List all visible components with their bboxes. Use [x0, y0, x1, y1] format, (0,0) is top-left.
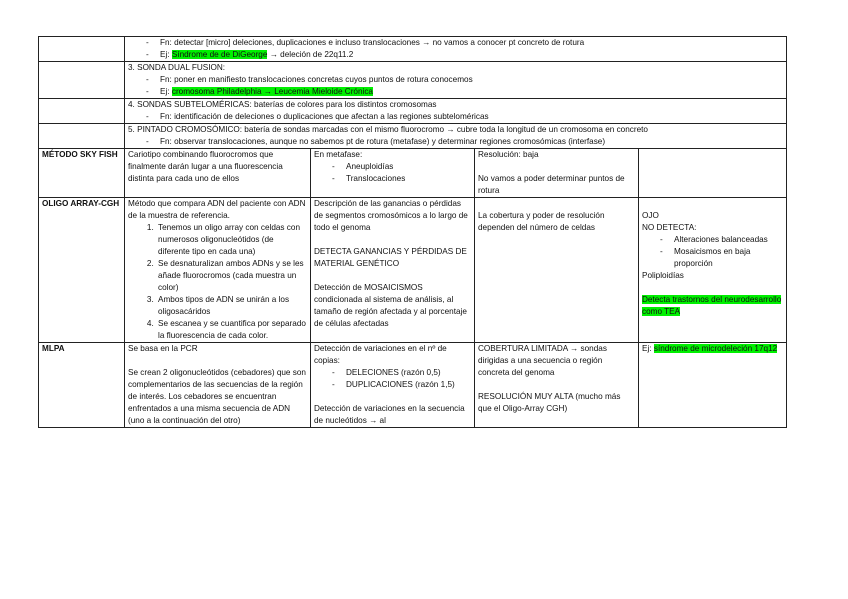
table-row-mlpa — [39, 343, 787, 428]
cell-text: RESOLUCIÓN MUY ALTA (mucho más que el Oligo-Array CGH) — [478, 392, 621, 413]
detection-cell — [311, 343, 475, 428]
list-item: - Fn: observar translocaciones, aunque no sabemos pt de rotura (metafase) y determinar regiones cromosómicas (interfase) — [146, 136, 783, 148]
list-item: 3. Ambos tipos de ADN se unirán a los oligosacáridos — [156, 294, 307, 318]
cell-text: La cobertura y poder de resolución dependen del número de celdas — [478, 211, 605, 232]
cell-text: Resolución: baja — [478, 150, 539, 159]
list-item: 4. Se escanea y se cuantifica por separado la fluorescencia de cada color. — [156, 318, 307, 342]
notes-cell — [639, 343, 787, 428]
cell-text: DETECTA GANANCIAS Y PÉRDIDAS DE MATERIAL GENÉTICO — [314, 247, 467, 268]
list-item: - DELECIONES (razón 0,5) — [332, 367, 471, 379]
cell-text: Detección de variaciones en el nº de copias: — [314, 344, 447, 365]
list-item: - Alteraciones balanceadas — [660, 234, 783, 246]
wide-cell — [125, 99, 787, 124]
cell-text: Poliploidías — [642, 271, 684, 280]
resolution-cell — [475, 198, 639, 343]
list-item: - Fn: detectar [micro] deleciones, duplicaciones e incluso translocaciones → no vamos a conocer pt concreto de rotura — [146, 37, 783, 49]
dash-list — [128, 74, 783, 98]
empty-cell — [39, 37, 125, 62]
list-item: - DUPLICACIONES (razón 1,5) — [332, 379, 471, 391]
dash-list — [128, 136, 783, 148]
table-row — [39, 124, 787, 149]
wide-cell — [125, 124, 787, 149]
detection-cell — [311, 149, 475, 198]
cell-text: Detección de variaciones en la secuencia de nucleótidos → al — [314, 404, 465, 425]
table-row — [39, 62, 787, 99]
cell-text: Ej: — [642, 344, 654, 353]
row-heading: MÉTODO SKY FISH — [39, 149, 125, 198]
cell-text: No vamos a poder determinar puntos de rotura — [478, 174, 625, 195]
cell-text: COBERTURA LIMITADA → sondas dirigidas a una secuencia o región concreta del genoma — [478, 344, 607, 377]
list-item: - Mosaicismos en baja proporción — [660, 246, 783, 270]
highlighted-text: cromosoma Philadelphia → Leucemia Mieloide Crónica — [171, 87, 373, 96]
notes-cell — [639, 149, 787, 198]
cell-text: Método que compara ADN del paciente con ADN de la muestra de referencia. — [128, 199, 306, 220]
highlighted-text: síndrome de microdeleción 17q12 — [653, 344, 778, 353]
steps-list — [128, 222, 307, 342]
description-cell: Cariotipo combinando fluorocromos que finalmente darán lugar a una fluorescencia distinta para cada uno de ellos — [125, 149, 311, 198]
cell-text: Descripción de las ganancias o pérdidas de segmentos cromosómicos a lo largo de todo el genoma — [314, 199, 468, 232]
list-item: 1. Tenemos un oligo array con celdas con numerosos oligonucleótidos (de diferente tipo en cada una) — [156, 222, 307, 258]
empty-cell — [39, 99, 125, 124]
row-heading: OLIGO ARRAY-CGH — [39, 198, 125, 343]
empty-cell — [39, 62, 125, 99]
table-row-oligo-array — [39, 198, 787, 343]
list-item: - Fn: poner en manifiesto translocaciones concretas cuyos puntos de rotura conocemos — [146, 74, 783, 86]
section-title: 4. SONDAS SUBTELOMÉRICAS: baterías de colores para los distintos cromosomas — [128, 100, 437, 109]
list-item: - Translocaciones — [332, 173, 471, 185]
list-item: - Aneuploidías — [332, 161, 471, 173]
notes-cell — [639, 198, 787, 343]
list-item: - Ej: Síndrome de de DiGeorge → deleción de 22q11.2 — [146, 49, 783, 61]
document-page — [38, 36, 786, 428]
row-heading: MLPA — [39, 343, 125, 428]
cell-text: NO DETECTA: — [642, 223, 697, 232]
list-item: 2. Se desnaturalizan ambos ADNs y se les añade fluorocromos (cada muestra un color) — [156, 258, 307, 294]
highlighted-note — [642, 294, 783, 318]
cell-text: Se basa en la PCR — [128, 344, 198, 353]
dash-list — [314, 161, 471, 185]
wide-cell — [125, 62, 787, 99]
empty-cell — [39, 124, 125, 149]
resolution-cell — [475, 149, 639, 198]
list-item: - Fn: identificación de deleciones o duplicaciones que afectan a las regiones subteloméricas — [146, 111, 783, 123]
table-row — [39, 37, 787, 62]
description-cell — [125, 343, 311, 428]
detection-cell — [311, 198, 475, 343]
wide-cell — [125, 37, 787, 62]
cell-text: Detección de MOSAICISMOS condicionada al sistema de análisis, al tamaño de región afectada y al porcentaje de células afectadas — [314, 283, 467, 328]
highlighted-text: Detecta trastornos del neurodesarrollo como TEA — [642, 295, 782, 316]
resolution-cell — [475, 343, 639, 428]
highlighted-text: Síndrome de de DiGeorge — [171, 50, 268, 59]
section-title: 5. PINTADO CROMOSÓMICO: batería de sondas marcadas con el mismo fluorocromo → cubre toda la longitud de un cromosoma en concreto — [128, 125, 648, 134]
genetics-methods-table — [38, 36, 787, 428]
section-title: 3. SONDA DUAL FUSION: — [128, 63, 226, 72]
dash-list — [642, 234, 783, 270]
dash-list — [128, 37, 783, 61]
list-item: - Ej: cromosoma Philadelphia → Leucemia Mieloide Crónica — [146, 86, 783, 98]
cell-text: Se crean 2 oligonucleótidos (cebadores) que son complementarios de las secuencias de la región de interés. Los cebadores se encuentran enfrentados a una misma secuencia de ADN (uno a la continuación del otro) — [128, 368, 306, 425]
dash-list — [128, 111, 783, 123]
dash-list — [314, 367, 471, 391]
table-row-sky-fish — [39, 149, 787, 198]
table-row — [39, 99, 787, 124]
description-cell — [125, 198, 311, 343]
cell-text: OJO — [642, 211, 659, 220]
cell-text: En metafase: — [314, 150, 363, 159]
